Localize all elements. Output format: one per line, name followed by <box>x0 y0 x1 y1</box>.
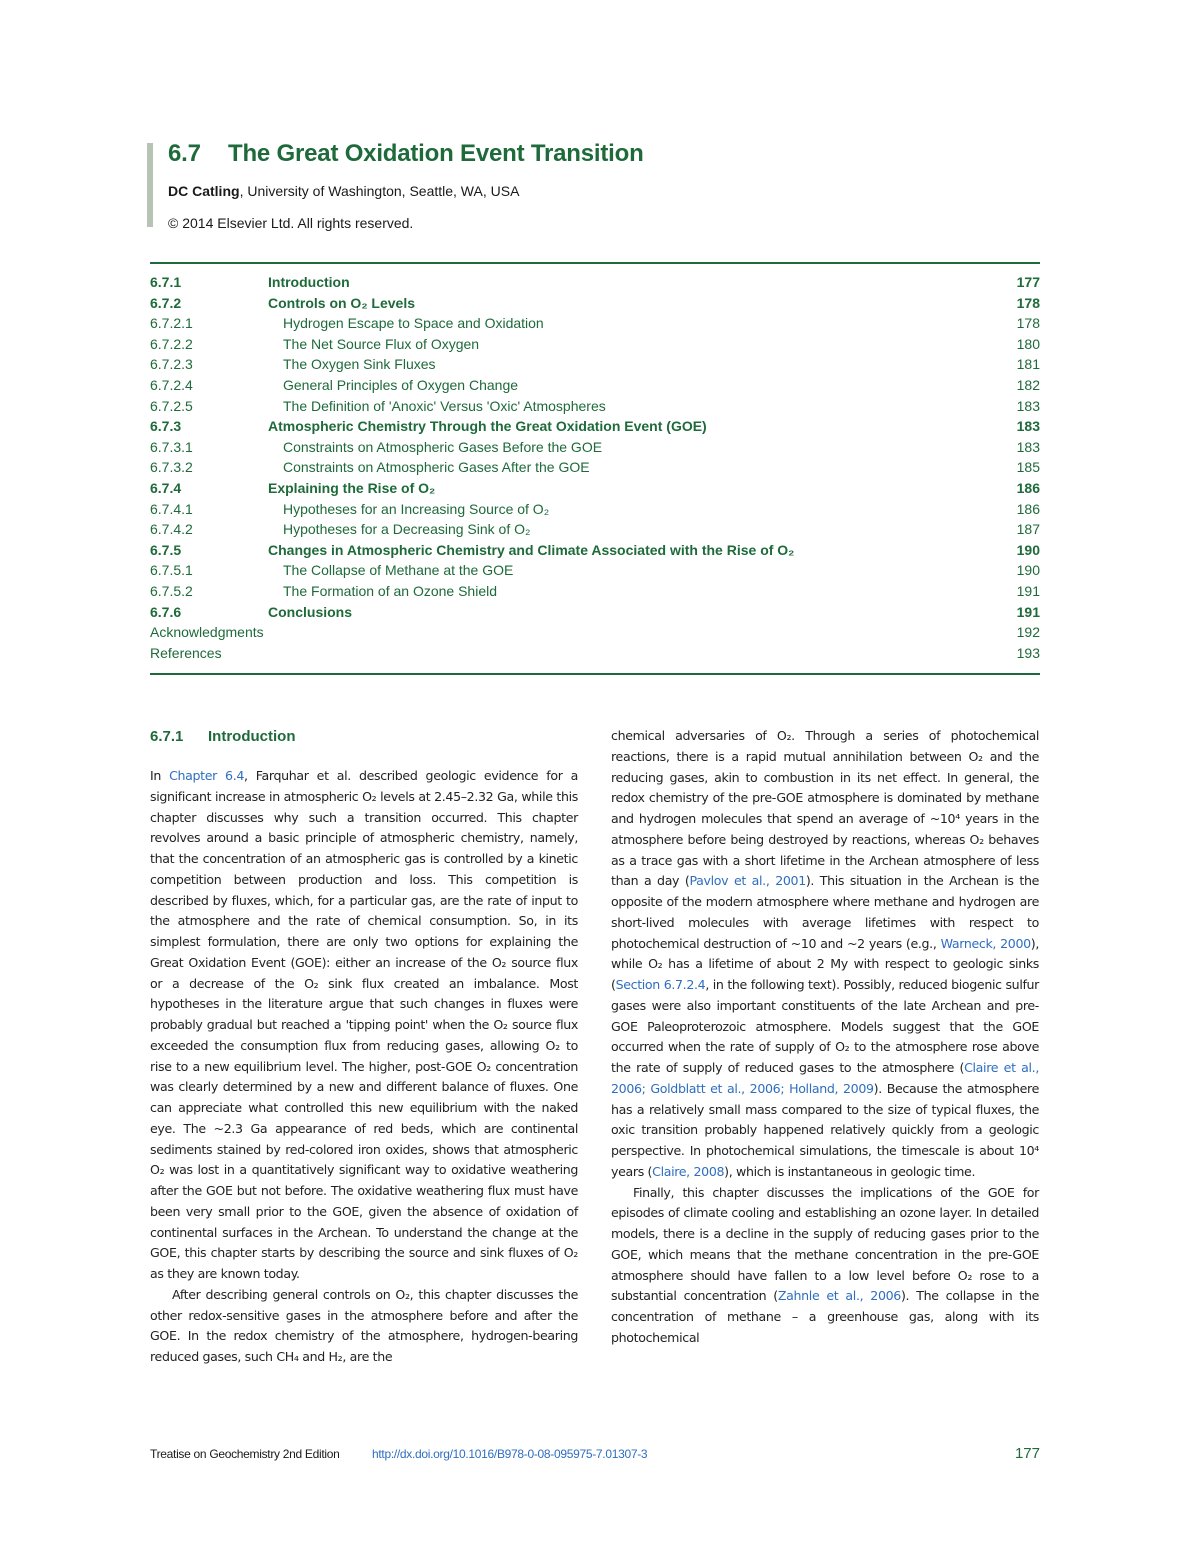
toc-entry-page: 183 <box>1016 418 1040 435</box>
toc-entry-title: References <box>150 644 222 661</box>
page-footer <box>150 1445 1040 1465</box>
paragraph-text: ). This situation in the Archean is the opposite of the modern atmosphere where methane and hydrogen are short-lived molecules with average lifetimes with respect to photochemical destruction of ~10 and ~2 years (e.g., <box>611 873 1039 951</box>
toc-entry-title: Hydrogen Escape to Space and Oxidation <box>283 315 544 332</box>
toc-entry-page: 178 <box>1016 315 1040 332</box>
citation-link[interactable]: Zahnle et al., 2006 <box>777 1288 901 1304</box>
toc-entry[interactable] <box>150 519 1040 540</box>
toc-entry-title: The Net Source Flux of Oxygen <box>283 335 480 352</box>
section-heading <box>150 726 578 748</box>
paragraph-text: ). Because the atmosphere has a relatively small mass compared to the size of typical fluxes, the oxic transition probably happened relatively quickly from a geologic perspective. In photochemical simulations, the timescale is about 10⁴ years ( <box>611 1080 1039 1179</box>
paragraph-text: chemical adversaries of O₂. Through a series of photochemical reactions, there is a rapid mutual annihilation between O₂ and the reducing gases, akin to combustion in its net effect. In general, the redox chemistry of the pre-GOE atmosphere is dominated by methane and hydrogen molecules that spend an average of ~10⁴ years in the atmosphere before being destroyed by reactions, whereas O₂ behaves as a trace gas with a short lifetime in the Archean atmosphere of less than a day ( <box>611 728 1039 889</box>
paragraph-text: After describing general controls on O₂, this chapter discusses the other redox-sensitive gases in the atmosphere before and after the GOE. In the redox chemistry of the atmosphere, hydrogen-bearing reduced gases, such CH₄ and H₂, are the <box>150 1286 578 1364</box>
toc-entry-page: 180 <box>1016 335 1040 352</box>
toc-entry-number: 6.7.4 <box>150 479 182 496</box>
toc-entry-number: 6.7.1 <box>150 274 182 290</box>
toc-entry-page: 192 <box>1016 624 1040 641</box>
toc-entry-title: Conclusions <box>268 603 353 620</box>
toc-entry-title: Introduction <box>268 274 350 290</box>
toc-entry[interactable] <box>150 540 1040 561</box>
toc-entry[interactable] <box>150 416 1040 437</box>
toc-entry-title: The Formation of an Ozone Shield <box>283 582 498 599</box>
page-number: 177 <box>1014 1445 1040 1462</box>
toc-entry-title: Constraints on Atmospheric Gases After the GOE <box>283 459 590 476</box>
toc-entry-title: The Oxygen Sink Fluxes <box>283 356 436 373</box>
toc-entry-page: 183 <box>1016 438 1040 455</box>
footer-journal: Treatise on Geochemistry 2nd Edition <box>150 1447 340 1461</box>
toc-entry-number: 6.7.3.2 <box>150 459 193 476</box>
paragraph-text: Finally, this chapter discusses the implications of the GOE for episodes of climate cooling and establishing an ozone layer. In detailed models, there is a decline in the supply of reducing gases prior to the GOE, which means that the methane concentration in the pre-GOE atmosphere should have fallen to a low level before O₂ rose to a substantial concentration ( <box>611 1184 1039 1304</box>
toc-entry-page: 185 <box>1016 459 1040 476</box>
toc-entry-number: 6.7.2.3 <box>150 356 193 373</box>
toc-entry[interactable] <box>150 354 1040 375</box>
toc-entry-number: 6.7.6 <box>150 603 182 620</box>
citation-link[interactable]: Warneck, 2000 <box>940 935 1031 951</box>
chapter-title <box>168 140 644 168</box>
author-name: DC Catling <box>168 183 240 199</box>
section-heading-number: 6.7.1 <box>150 728 184 745</box>
author-line <box>168 183 519 199</box>
toc-entry-page: 178 <box>1016 294 1040 311</box>
citation-link[interactable]: Claire et al., 2006; Goldblatt et al., 2006; Holland, 2009 <box>611 1060 1039 1096</box>
toc-entry-number: 6.7.5.2 <box>150 582 193 599</box>
toc-entry-title: Hypotheses for an Increasing Source of O₂ <box>283 500 550 517</box>
chapter-title-text: The Great Oxidation Event Transition <box>228 140 644 167</box>
section-heading-title: Introduction <box>208 728 296 745</box>
toc-entry-number: 6.7.3 <box>150 418 182 435</box>
toc-entry-page: 181 <box>1016 356 1040 373</box>
toc-entry-page: 186 <box>1016 500 1040 517</box>
toc-entry-number: 6.7.5.1 <box>150 562 193 579</box>
toc-entry[interactable] <box>150 602 1040 623</box>
footer-doi-link[interactable]: http://dx.doi.org/10.1016/B978-0-08-095975-7.01307-3 <box>372 1447 648 1461</box>
toc-entry-number: 6.7.2.4 <box>150 376 193 393</box>
toc-entry-number: 6.7.2.5 <box>150 397 193 414</box>
toc-entry-title: Atmospheric Chemistry Through the Great Oxidation Event (GOE) <box>268 418 707 435</box>
author-affiliation: , University of Washington, Seattle, WA, USA <box>239 183 520 199</box>
toc-entry[interactable] <box>150 499 1040 520</box>
toc-entry-title: Hypotheses for a Decreasing Sink of O₂ <box>283 521 531 538</box>
toc-entry[interactable] <box>150 334 1040 355</box>
citation-link[interactable]: Chapter 6.4 <box>169 768 245 783</box>
toc-entry-number: 6.7.2.1 <box>150 315 193 332</box>
toc-entry[interactable] <box>150 375 1040 396</box>
toc-entry-number: 6.7.2 <box>150 294 182 311</box>
toc-entry[interactable] <box>150 643 1040 664</box>
body-paragraph <box>150 766 578 1285</box>
paragraph-text: , in the following text). Possibly, reduced biogenic sulfur gases were also important constituents of the late Archean and pre-GOE Paleoproterozoic atmosphere. Models suggest that the GOE occurred when the rate of supply of O₂ to the atmosphere rose above the rate of supply of reduced gases to the atmosphere ( <box>611 977 1040 1075</box>
paragraph-text: , Farquhar et al. described geologic evidence for a significant increase in atmospheric O₂ levels at 2.45–2.32 Ga, while this chapter discusses why such a transition occurred. This chapter revolves around a basic principle of atmospheric chemistry, namely, that the concentration of an atmospheric gas is controlled by a kinetic competition between production and loss. This competition is described by fluxes, which, for a particular gas, are the rate of input to the atmosphere and the rate of chemical consumption. So, in its simplest formulation, there are only two options for explaining the Great Oxidation Event (GOE): either an increase of the O₂ source flux or a decrease of the O₂ sink flux created an imbalance. Most hypotheses in the literature argue that such changes in fluxes were probably gradual but reached a 'tipping point' when the O₂ source flux exceeded the consumption flux from reducing gases, allowing O₂ to rise to a new equilibrium level. The higher, post-GOE O₂ concentration was clearly determined by a new and different balance of fluxes. One can appreciate what controlled this new equilibrium with the naked eye. The ~2.3 Ga appearance of red beds, which are continental sediments stained by red-colored iron oxides, shows that atmospheric O₂ was lost in a quantitatively significant way to oxidative weathering after the GOE but not before. The oxidative weathering flux must have been very small prior to the GOE, given the absence of oxidation of continental surfaces in the Archean. To understand the change at the GOE, this chapter starts by describing the source and sink fluxes of O₂ as they are known today. <box>150 768 578 1281</box>
toc-entry-title: Controls on O₂ Levels <box>268 294 416 311</box>
paragraph-text: ), while O₂ has a lifetime of about 2 My with respect to geologic sinks ( <box>611 935 1040 992</box>
body-column-right <box>611 726 1039 1349</box>
citation-link[interactable]: Claire, 2008 <box>652 1163 725 1179</box>
toc-entry-page: 191 <box>1016 603 1040 620</box>
body-paragraph <box>611 726 1039 1183</box>
left-column-text <box>150 766 578 1368</box>
toc-entry-title: The Definition of 'Anoxic' Versus 'Oxic' Atmospheres <box>283 397 606 414</box>
copyright-notice: © 2014 Elsevier Ltd. All rights reserved. <box>168 215 414 231</box>
paragraph-text: In <box>150 768 170 783</box>
table-of-contents <box>150 262 1040 675</box>
paragraph-text: ), which is instantaneous in geologic time. <box>724 1163 976 1179</box>
toc-entry[interactable] <box>150 478 1040 499</box>
toc-entry[interactable] <box>150 293 1040 314</box>
toc-entry-page: 191 <box>1016 582 1040 599</box>
toc-entry-number: 6.7.3.1 <box>150 438 193 455</box>
toc-entry[interactable] <box>150 313 1040 334</box>
toc-entry[interactable] <box>150 272 1040 293</box>
toc-entry-page: 183 <box>1016 397 1040 414</box>
toc-entry-title: Acknowledgments <box>150 624 264 641</box>
toc-entry-page: 190 <box>1016 562 1040 579</box>
right-column-text <box>611 726 1039 1349</box>
toc-entry-title: General Principles of Oxygen Change <box>283 376 519 393</box>
toc-entry[interactable] <box>150 457 1040 478</box>
chapter-number: 6.7 <box>168 140 201 167</box>
toc-entry-title: Constraints on Atmospheric Gases Before the GOE <box>283 438 603 455</box>
citation-link[interactable]: Section 6.7.2.4 <box>615 977 706 992</box>
toc-entry-page: 182 <box>1016 376 1040 393</box>
body-paragraph <box>150 1285 578 1368</box>
toc-entry[interactable] <box>150 396 1040 417</box>
toc-entry-title: Changes in Atmospheric Chemistry and Climate Associated with the Rise of O₂ <box>268 541 795 558</box>
toc-entry-number: 6.7.2.2 <box>150 335 193 352</box>
toc-entry-number: 6.7.4.1 <box>150 500 193 517</box>
toc-entry-page: 187 <box>1016 521 1040 538</box>
body-paragraph <box>611 1183 1039 1349</box>
toc-entry-title: Explaining the Rise of O₂ <box>268 479 436 496</box>
toc-entry[interactable] <box>150 622 1040 643</box>
toc-entry[interactable] <box>150 581 1040 602</box>
body-column-left <box>150 726 578 1368</box>
header-accent-bar <box>147 143 153 227</box>
toc-entry-number: 6.7.5 <box>150 541 182 558</box>
toc-entry-page: 190 <box>1016 541 1040 558</box>
toc-entry-page: 193 <box>1016 644 1040 661</box>
toc-entry[interactable] <box>150 560 1040 581</box>
toc-entry[interactable] <box>150 437 1040 458</box>
paragraph-text: ). The collapse in the concentration of methane – a greenhouse gas, along with its photochemical <box>611 1288 1040 1345</box>
citation-link[interactable]: Pavlov et al., 2001 <box>689 873 806 889</box>
toc-entry-page: 177 <box>1016 274 1040 290</box>
toc-entry-number: 6.7.4.2 <box>150 521 193 538</box>
toc-entry-title: The Collapse of Methane at the GOE <box>283 562 514 579</box>
toc-entry-page: 186 <box>1016 479 1040 496</box>
